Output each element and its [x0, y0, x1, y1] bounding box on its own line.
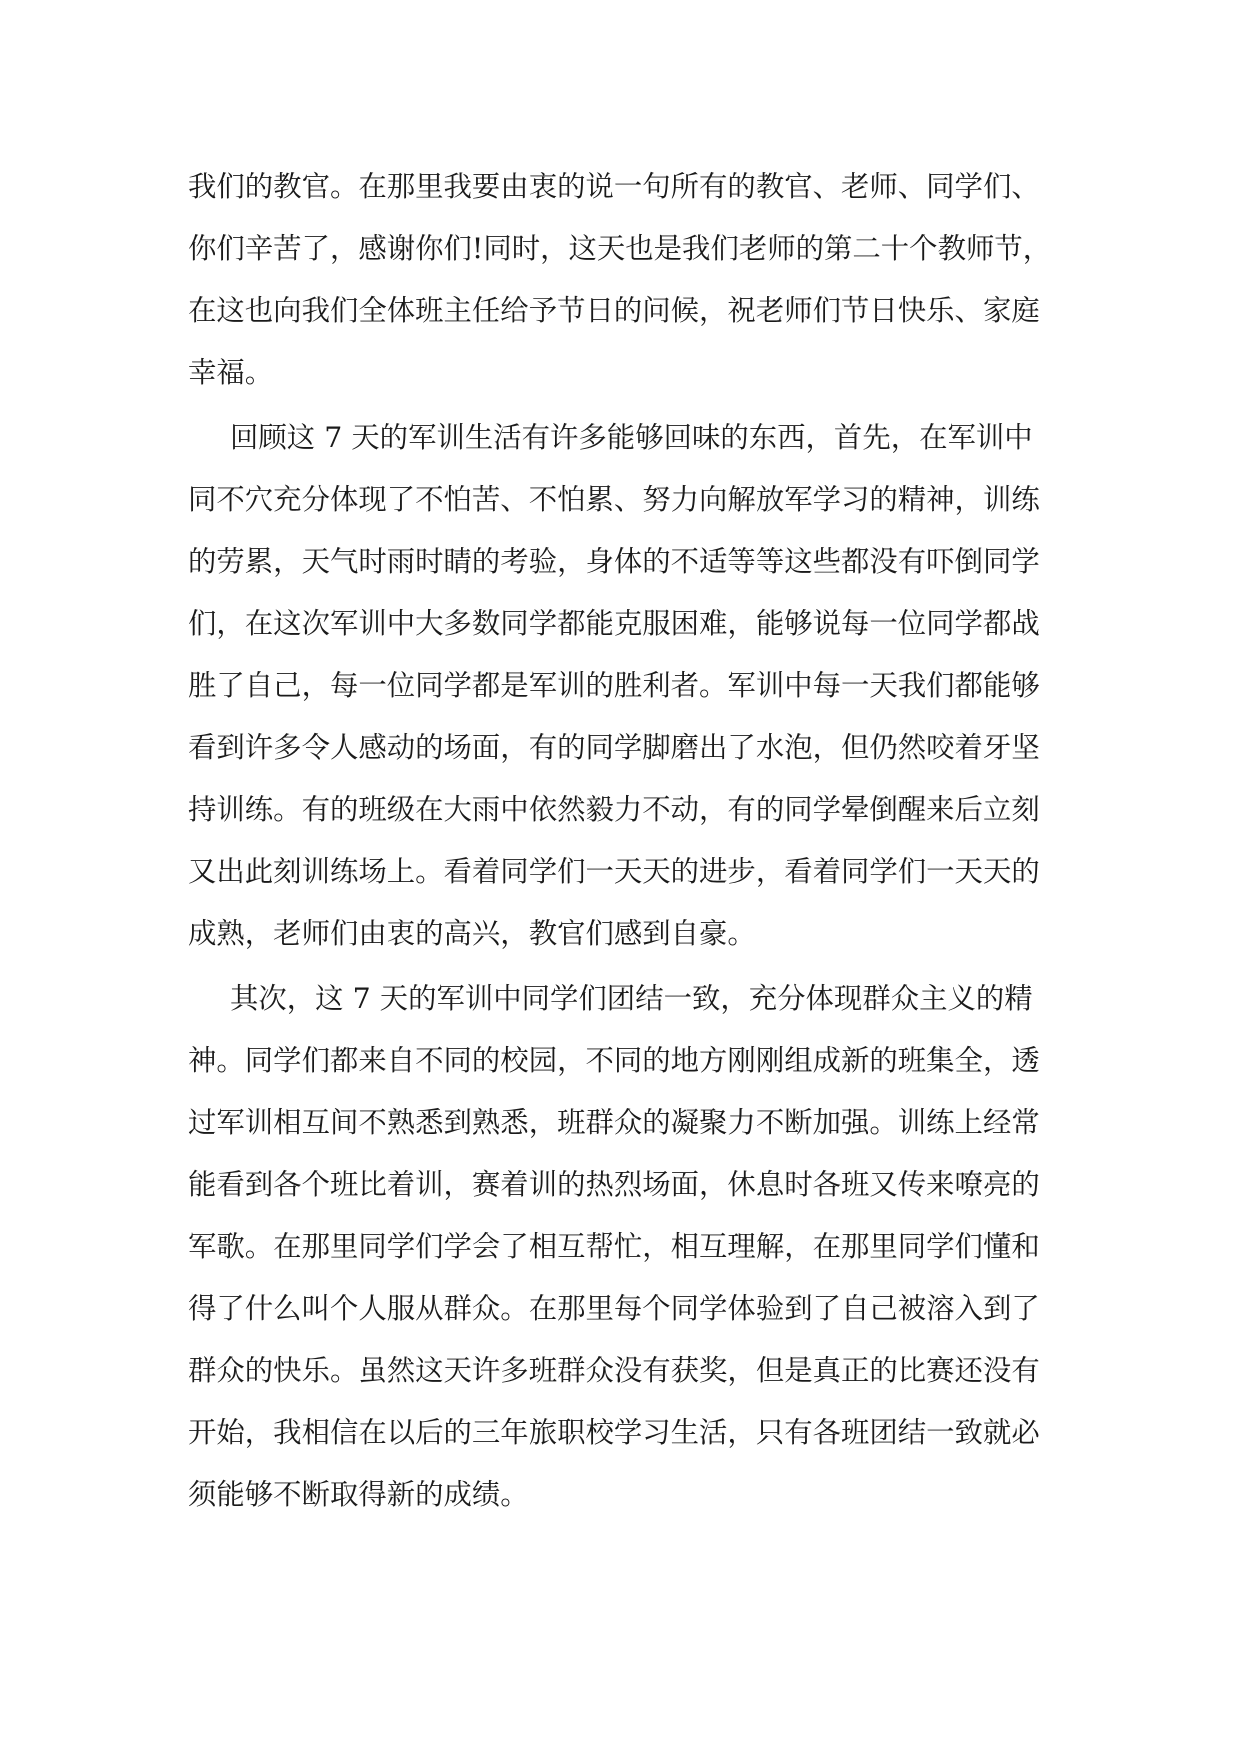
text-line: 在这也向我们全体班主任给予节日的问候，祝老师们节日快乐、家庭: [188, 294, 1040, 327]
text-line: 你们辛苦了，感谢你们!同时，这天也是我们老师的第二十个教师节，: [188, 232, 1052, 265]
text-line: 同不穴充分体现了不怕苦、不怕累、努力向解放军学习的精神，训练: [188, 483, 1040, 516]
paragraph-3: [188, 968, 1058, 1526]
text-line: 其次，这 7 天的军训中同学们团结一致，充分体现群众主义的精: [230, 982, 1033, 1015]
text-line: 成熟，老师们由衷的高兴，教官们感到自豪。: [188, 917, 756, 950]
text-line: 胜了自己，每一位同学都是军训的胜利者。军训中每一天我们都能够: [188, 669, 1040, 702]
text-line: 幸福。: [188, 356, 274, 389]
paragraph-2: [188, 407, 1058, 965]
text-line: 回顾这 7 天的军训生活有许多能够回味的东西，首先，在军训中: [230, 421, 1033, 454]
body-text: [188, 156, 1058, 1526]
text-line: 们，在这次军训中大多数同学都能克服困难，能够说每一位同学都战: [188, 607, 1040, 640]
text-line: 能看到各个班比着训，赛着训的热烈场面，休息时各班又传来嘹亮的: [188, 1168, 1040, 1201]
text-line: 持训练。有的班级在大雨中依然毅力不动，有的同学晕倒醒来后立刻: [188, 793, 1040, 826]
text-line: 神。同学们都来自不同的校园，不同的地方刚刚组成新的班集全，透: [188, 1044, 1040, 1077]
text-line: 我们的教官。在那里我要由衷的说一句所有的教官、老师、同学们、: [188, 170, 1040, 203]
text-line: 须能够不断取得新的成绩。: [188, 1478, 529, 1511]
text-line: 看到许多令人感动的场面，有的同学脚磨出了水泡，但仍然咬着牙坚: [188, 731, 1040, 764]
text-line: 军歌。在那里同学们学会了相互帮忙，相互理解，在那里同学们懂和: [188, 1230, 1040, 1263]
text-line: 得了什么叫个人服从群众。在那里每个同学体验到了自己被溶入到了: [188, 1292, 1040, 1325]
text-line: 开始，我相信在以后的三年旅职校学习生活，只有各班团结一致就必: [188, 1416, 1040, 1449]
text-line: 的劳累，天气时雨时睛的考验，身体的不适等等这些都没有吓倒同学: [188, 545, 1040, 578]
paragraph-1: [188, 156, 1058, 404]
text-line: 过军训相互间不熟悉到熟悉，班群众的凝聚力不断加强。训练上经常: [188, 1106, 1040, 1139]
text-line: 又出此刻训练场上。看着同学们一天天的进步，看着同学们一天天的: [188, 855, 1040, 888]
text-line: 群众的快乐。虽然这天许多班群众没有获奖，但是真正的比赛还没有: [188, 1354, 1040, 1387]
